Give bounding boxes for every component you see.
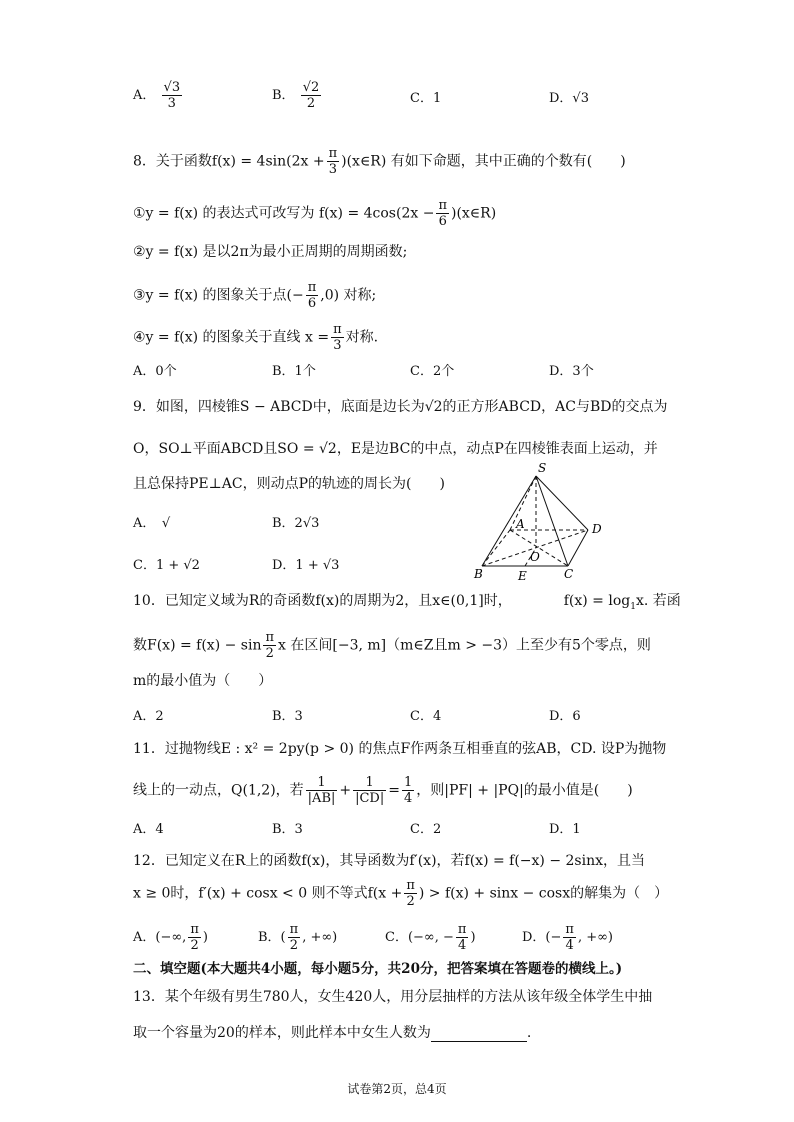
q10-option-a: A．2	[133, 709, 164, 724]
q11-line-2: 线上的一动点，Q(1,2)，若 $\frac{1}{|AB|}$ + $\frac{1}{|CD|}$ = $\frac{1}{4}$ ，则|PF| + |PQ|的最小值是( )	[133, 775, 633, 806]
q9-option-c: C．1 + √2	[133, 558, 200, 573]
q8-stem: 8．关于函数f(x) = 4sin(2x + $\frac{\pi}{3}$ )(x∈R) 有如下命题，其中正确的个数有( )	[133, 146, 626, 177]
q12-option-d: D．(− $\frac{\pi}{4}$ , +∞)	[522, 922, 613, 953]
q12-option-a: A．(−∞, $\frac{\pi}{2}$ )	[133, 922, 208, 953]
q9-line-2: O，SO⊥平面ABCD且SO = √2，E是边BC的中点，动点P在四棱锥表面上运动，并	[133, 441, 658, 457]
q10-line-1: 10．已知定义域为R的奇函数f(x)的周期为2，且x∈(0,1]时， $f(x) = \log_1x$. 若函	[133, 593, 681, 612]
section-2-title: 二、填空题(本大题共4小题，每小题5分，共20分，把答案填在答题卷的横线上。)	[133, 961, 623, 977]
label-b: B	[474, 567, 483, 581]
q8-proposition-4: ④y = f(x) 的图象关于直线 x = $\frac{\pi}{3}$ 对称.	[133, 322, 379, 353]
label-e: E	[518, 569, 527, 583]
q8-option-c: C．2个	[410, 364, 455, 379]
q8-proposition-2: ②y = f(x) 是以2π为最小正周期的周期函数;	[133, 244, 408, 260]
edge-sd	[536, 476, 588, 530]
q13-line-1: 13．某个年级有男生780人，女生420人，用分层抽样的方法从该年级全体学生中抽	[133, 989, 653, 1005]
label-o: O	[530, 550, 540, 564]
q9-option-d: D．1 + √3	[272, 558, 340, 573]
q11-option-d: D．1	[549, 822, 581, 837]
q8-proposition-1: ①y = f(x) 的表达式可改写为 f(x) = 4cos(2x − $\frac{\pi}{6}$ )(x∈R)	[133, 198, 497, 229]
q13-line-2: 取一个容量为20的样本，则此样本中女生人数为 .	[133, 1025, 532, 1041]
q8-option-a: A．0个	[133, 364, 177, 379]
label-s: S	[538, 461, 547, 475]
q10-option-d: D．6	[549, 709, 581, 724]
q12-line-1: 12．已知定义在R上的函数f(x)，其导函数为f′(x)，若f(x) = f(−x) − 2sinx，且当	[133, 853, 646, 869]
q8-proposition-3: ③y = f(x) 的图象关于点(− $\frac{\pi}{6}$ ,0) 对称;	[133, 280, 377, 311]
edge-sc	[536, 476, 568, 566]
q7-option-b: B． $\frac{√2}{2}$	[272, 80, 320, 111]
label-d: D	[592, 522, 602, 536]
edge-ab	[482, 530, 510, 566]
q7-option-a: A． $\frac{√3}{3}$	[133, 80, 181, 111]
q12-line-2: x ≥ 0时，f′(x) + cosx < 0 则不等式f(x + $\frac{\pi}{2}$ ) > f(x) + sinx − cosx的解集为（ ）	[133, 878, 669, 909]
q11-option-b: B．3	[272, 822, 303, 837]
q9-option-a: A． √	[133, 516, 171, 531]
q13-answer-blank[interactable]	[431, 1027, 527, 1042]
q9-line-3: 且总保持PE⊥AC，则动点P的轨迹的周长为( )	[133, 476, 445, 492]
q11-line-1: 11．过抛物线E : x² = 2py(p > 0) 的焦点F作两条互相垂直的弦AB，CD. 设P为抛物	[133, 741, 667, 757]
page-footer: 试卷第2页，总4页	[347, 1082, 447, 1096]
q9-line-1: 9．如图，四棱锥S − ABCD中，底面是边长为√2的正方形ABCD，AC与BD的交点为	[133, 399, 668, 415]
q7-option-c: C．1	[410, 91, 442, 106]
q11-option-c: C．2	[410, 822, 442, 837]
q8-option-b: B．1个	[272, 364, 316, 379]
q10-line-3: m的最小值为（ ）	[133, 673, 273, 689]
q11-option-a: A．4	[133, 822, 164, 837]
q12-option-c: C．(−∞, − $\frac{\pi}{4}$ )	[385, 922, 476, 953]
q10-line-2: 数F(x) = f(x) − sin $\frac{\pi}{2}$ x 在区间[−3, m]（m∈Z且m > −3）上至少有5个零点，则	[133, 630, 651, 661]
edge-sb	[482, 476, 536, 566]
q8-option-d: D．3个	[549, 364, 594, 379]
q12-option-b: B．( $\frac{\pi}{2}$ , +∞)	[258, 922, 338, 953]
q10-option-b: B．3	[272, 709, 303, 724]
q9-option-b: B．2√3	[272, 516, 320, 531]
q7-option-d: D．√3	[549, 91, 589, 106]
label-a: A	[516, 517, 525, 531]
label-c: C	[564, 567, 574, 581]
q10-option-c: C．4	[410, 709, 442, 724]
pyramid-figure	[470, 458, 620, 583]
